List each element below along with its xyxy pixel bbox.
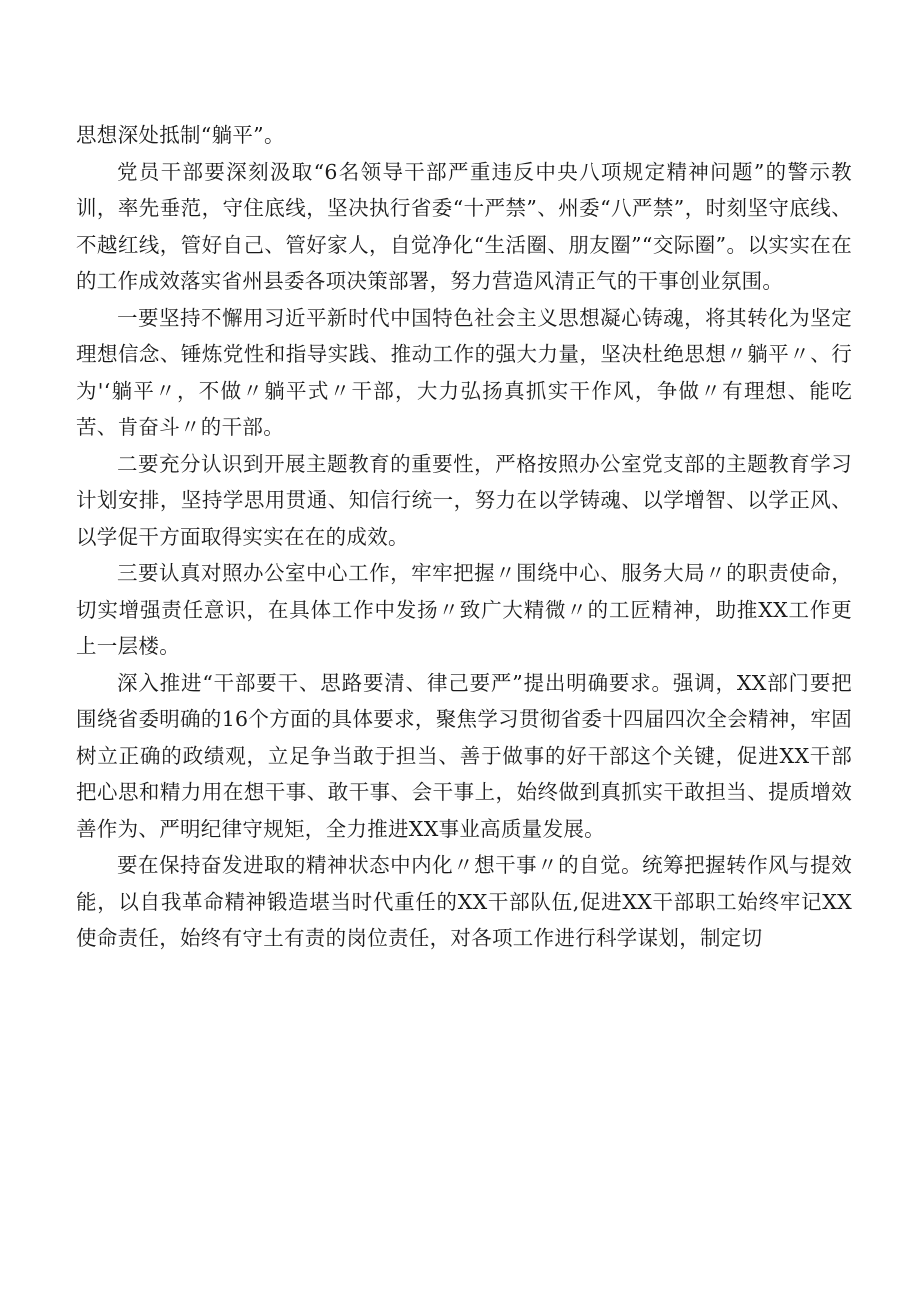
document-body: [76, 117, 852, 957]
paragraph: 二要充分认识到开展主题教育的重要性，严格按照办公室党支部的主题教育学习计划安排，坚持学思用贯通、知信行统一，努力在以学铸魂、以学增智、以学正风、以学促干方面取得实实在在的成效。: [76, 451, 852, 549]
paragraph: 一要坚持不懈用习近平新时代中国特色社会主义思想凝心铸魂，将其转化为坚定理想信念、锤炼党性和指导实践、推动工作的强大力量，坚决杜绝思想〃躺平〃、行为'‘躺平〃，不做〃躺平式〃干部，大力弘扬真抓实干作风，争做〃有理想、能吃苦、肯奋斗〃的干部。: [76, 305, 852, 439]
paragraph-continuation: 思想深处抵制“躺平”。: [76, 123, 285, 147]
paragraph: 深入推进“干部要干、思路要清、律己要严”提出明确要求。强调，XX部门要把围绕省委明确的16个方面的具体要求，聚焦学习贯彻省委十四届四次全会精神，牢固树立正确的政绩观，立足争当敢于担当、善于做事的好干部这个关键，促进XX干部把心思和精力用在想干事、敢干事、会干事上，始终做到真抓实干敢担当、提质增效善作为、严明纪律守规矩，全力推进XX事业高质量发展。: [76, 670, 852, 841]
paragraph: 三要认真对照办公室中心工作，牢牢把握〃围绕中心、服务大局〃的职责使命，切实增强责任意识，在具体工作中发扬〃致广大精微〃的工匠精神，助推XX工作更上一层楼。: [76, 561, 852, 658]
paragraph: 党员干部要深刻汲取“6名领导干部严重违反中央八项规定精神问题”的警示教训，率先垂范，守住底线，坚决执行省委“十严禁”、州委“八严禁”，时刻坚守底线、不越红线，管好自己、管好家人，自觉净化“生活圈、朋友圈”“交际圈”。以实实在在的工作成效落实省州县委各项决策部署，努力营造风清正气的干事创业氛围。: [76, 159, 852, 293]
paragraph: 要在保持奋发进取的精神状态中内化〃想干事〃的自觉。统筹把握转作风与提效能，以自我革命精神锻造堪当时代重任的XX干部队伍,促进XX干部职工始终牢记XX使命责任，始终有守土有责的岗位责任，对各项工作进行科学谋划，制定切: [76, 853, 852, 950]
